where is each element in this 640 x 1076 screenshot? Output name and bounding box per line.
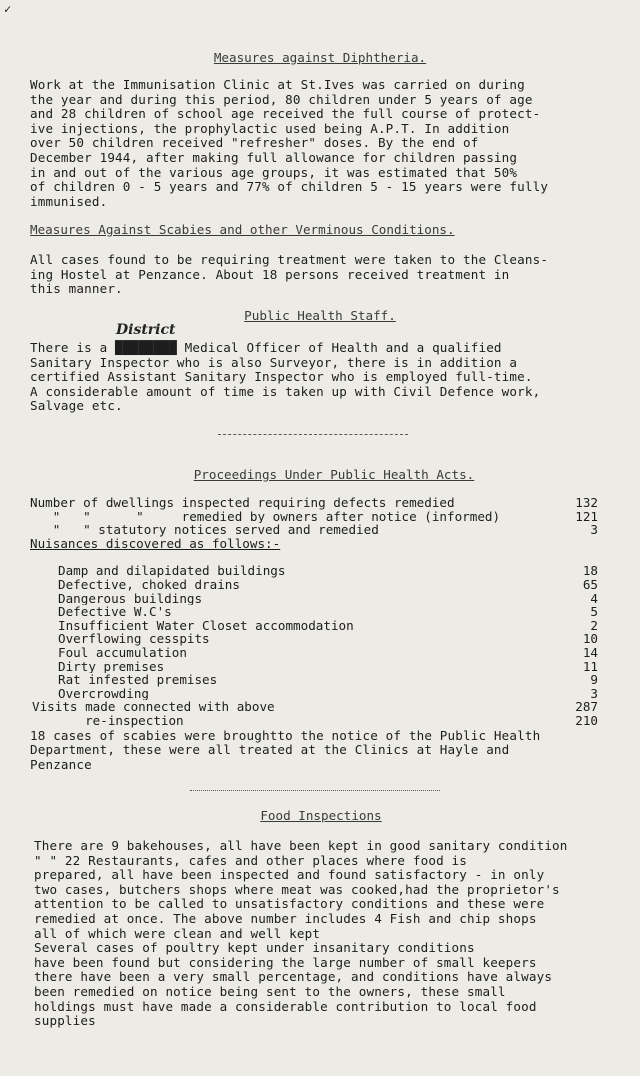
row-value: 11 [582,658,598,674]
tick-mark: ✓ [4,2,12,16]
row-value: 4 [590,590,598,606]
nuisance-row [58,619,598,633]
section-divider [218,434,408,435]
nuisance-row [58,632,598,646]
nuisances-heading: Nuisances discovered as follows:- [30,536,281,551]
row-value: 132 [575,495,598,510]
row-label: Rat infested premises [58,673,218,687]
scabies-section [30,222,610,297]
dwellings-row-remedied [30,510,598,524]
nuisance-row [58,592,598,606]
row-value: 210 [575,712,598,728]
nuisance-row [58,673,598,687]
row-value: 9 [590,672,598,688]
row-label: re-inspection [32,713,184,728]
section-divider-2 [190,790,440,791]
row-label: " " statutory notices served and remedied [30,523,379,537]
row-value: 2 [590,617,598,633]
row-value: 3 [590,522,598,538]
row-value: 287 [575,699,598,715]
food-heading: Food Inspections [260,808,382,823]
visits-list [30,700,598,727]
proceedings-heading: Proceedings Under Public Health Acts. [193,467,475,482]
food-section [34,808,628,1029]
row-value: 14 [582,644,598,660]
row-label: Damp and dilapidated buildings [58,564,286,578]
row-label: Defective W.C's [58,605,172,619]
dwellings-row-inspected [30,496,598,510]
proceedings-section [30,467,598,772]
staff-section [30,308,610,414]
row-label: Number of dwellings inspected requiring defects remedied [30,496,455,510]
food-text-1: There are 9 bakehouses, all have been kept in good sanitary condition " " 22 Restaurants, cafes and other places where food is prepared, all have been inspected and found satisfactory - in only two cases, butchers shops where meat was cooked,had the proprietor's attention to be called to unsatisfactory conditions and these were remedied at once. The above number includes 4 Fish and chip shops all of which were clean and well kept [34,838,568,941]
nuisance-row [58,646,598,660]
row-label: " " " remedied by owners after notice (informed) [30,509,501,524]
row-label: Overflowing cesspits [58,632,210,646]
nuisances-list [30,564,598,700]
handwritten-district: District [116,322,176,338]
row-label: Overcrowding [58,686,149,701]
scabies-text: All cases found to be requiring treatment were taken to the Cleans- ing Hostel at Penzance. About 18 persons received treatment in this manner. [30,252,549,297]
nuisance-row [58,687,598,701]
food-text-2: Several cases of poultry kept under insanitary conditions have been found but considering the large number of small keepers there have been a very small percentage, and conditions have always been remedied on notice being sent to the owners, these small holdings must have made a considerable contribution to local food supplies [34,940,553,1029]
diphtheria-text: Work at the Immunisation Clinic at St.Ives was carried on during the year and during this period, 80 children under 5 years of age and 28 children of school age received the full course of protect- ive injections, the prophylactic used being A.P.T. In addition over 50 children received "refresher" doses. By the end of December 1944, after making full allowance for children passing in and out of the various age groups, it was estimated that 50% of children 0 - 5 years and 77% of children 5 - 15 years were fully immunised. [30,77,549,209]
row-label: Foul accumulation [58,645,187,660]
row-label: Visits made connected with above [32,700,275,714]
row-label: Dirty premises [58,659,165,674]
row-value: 65 [582,576,598,592]
staff-text: There is a ████████ Medical Officer of Health and a qualified Sanitary Inspector who is also Surveyor, there is in addition a certified Assistant Sanitary Inspector who is employed full-time. A considerable amount of time is taken up with Civil Defence work, Salvage etc. [30,340,541,414]
nuisance-row [58,605,598,619]
nuisance-row [58,578,598,592]
nuisance-row [58,660,598,674]
row-label: Defective, choked drains [58,577,240,592]
visits-row [32,714,598,728]
row-label: Dangerous buildings [58,591,203,606]
row-value: 18 [582,563,598,579]
row-value: 121 [575,508,598,524]
row-value: 3 [590,685,598,701]
dwellings-row-statutory [30,523,598,537]
nuisances-heading-row [30,537,598,551]
nuisance-row [58,564,598,578]
row-value: 10 [582,631,598,647]
dwellings-list [30,496,598,537]
scabies-note: 18 cases of scabies were broughtto the notice of the Public Health Department, these were all treated at the Clinics at Hayle and Penzance [30,727,541,772]
row-label: Insufficient Water Closet accommodation [58,618,354,633]
visits-row [32,700,598,714]
diphtheria-heading: Measures against Diphtheria. [213,50,427,65]
staff-heading: Public Health Staff. [244,308,396,323]
diphtheria-section [30,50,610,209]
scabies-heading: Measures Against Scabies and other Verminous Conditions. [30,222,455,237]
row-value: 5 [590,604,598,620]
